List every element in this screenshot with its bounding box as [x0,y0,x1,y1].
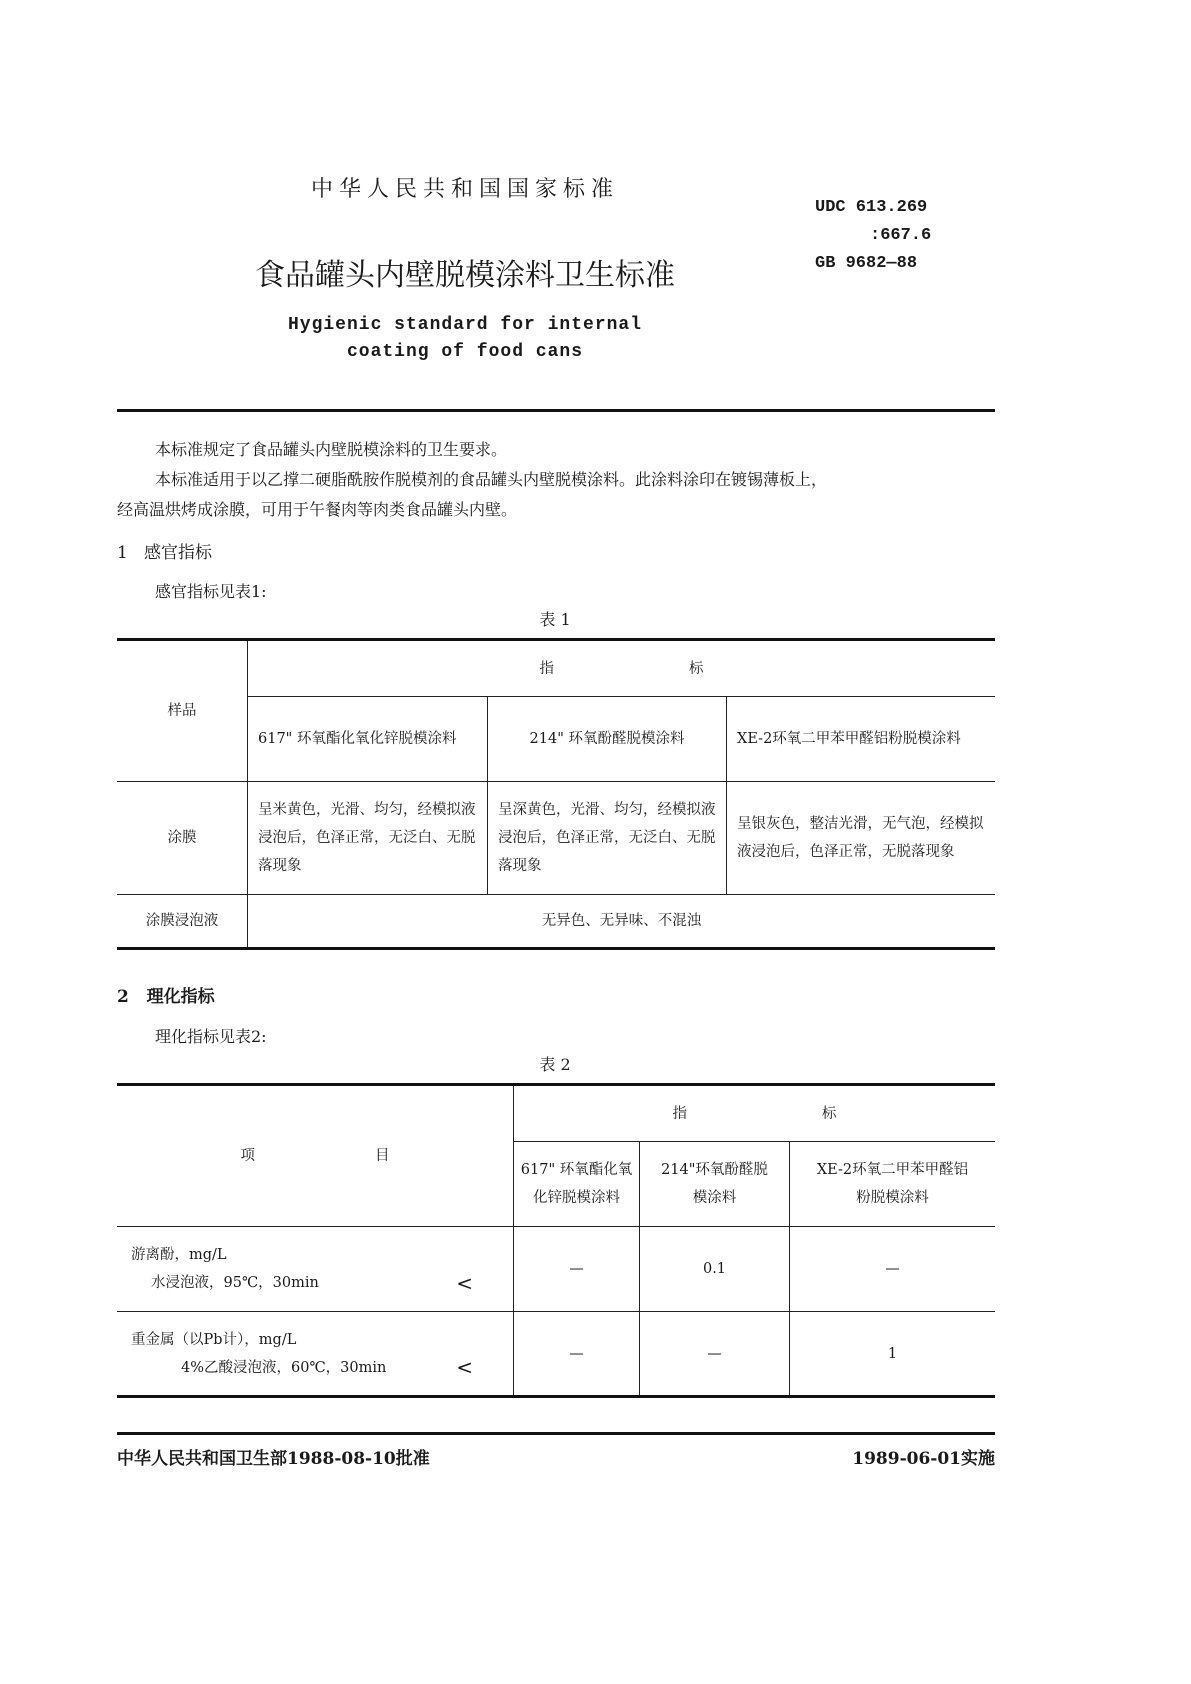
sample-cell: 214"环氧酚醛脱模涂料 [640,1142,790,1227]
intro-paragraph-2a: 本标准适用于以乙撑二硬脂酰胺作脱模剂的食品罐头内壁脱模涂料。此涂料涂印在镀锡薄板上， [155,470,828,489]
section-1-heading [117,538,212,563]
value-cell: 0.1 [640,1227,790,1312]
item-cell [117,1227,514,1312]
title-en-line1: Hygienic standard for internal [287,315,643,335]
indicator-header [248,640,996,697]
value-cell: — [514,1227,640,1312]
value-cell: — [640,1312,790,1397]
effective-date: 1989-06-01实施 [852,1449,995,1469]
document-title-en [0,312,930,366]
item-cell [117,1312,514,1397]
table-1-caption: 表 1 [539,610,571,629]
section-title: 感官指标 [144,543,213,563]
row-header-sample: 样品 [117,640,248,782]
film-cell: 呈深黄色，光滑、均匀，经模拟液浸泡后，色泽正常，无泛白、无脱落现象 [488,782,727,895]
row-header-soak: 涂膜浸泡液 [117,895,248,949]
sample-cell: 617" 环氧酯化氧化锌脱模涂料 [248,697,488,782]
sample-cell: XE-2环氧二甲苯甲醛铝粉脱模涂料 [790,1142,996,1227]
national-standard-label: 中华人民共和国国家标准 [310,177,619,202]
approval-date: 中华人民共和国卫生部1988-08-10批准 [117,1449,430,1469]
value-cell: — [790,1227,996,1312]
indicator-char-a: 指 [672,1105,687,1122]
udc-code: UDC 613.269 [815,198,928,217]
film-cell: 呈银灰色，整洁光滑，无气泡，经模拟液浸泡后，色泽正常，无脱落现象 [727,782,996,895]
item-header [117,1085,514,1227]
sample-cell: 617" 环氧酯化氧化锌脱模涂料 [514,1142,640,1227]
row-header-film: 涂膜 [117,782,248,895]
item-char-b: 目 [375,1148,390,1164]
intro-paragraph-1: 本标准规定了食品罐头内壁脱模涂料的卫生要求。 [155,440,508,459]
item-condition: 水浸泡液，95℃，30min [151,1275,319,1291]
item-name: 游离酚，mg/L [131,1247,227,1263]
section-number: 2 [117,987,129,1007]
intro-paragraph-2b: 经高温烘烤成涂膜，可用于午餐肉等肉类食品罐头内壁。 [117,500,518,519]
section-1-lead: 感官指标见表1: [155,582,267,601]
document-title: 食品罐头内壁脱模涂料卫生标准 [255,258,675,293]
indicator-char-a: 指 [539,660,554,677]
sample-cell: XE-2环氧二甲苯甲醛铝粉脱模涂料 [727,697,996,782]
value-cell: 1 [790,1312,996,1397]
table-1 [117,638,995,950]
film-cell: 呈米黄色，光滑、均匀，经模拟液浸泡后，色泽正常，无泛白、无脱落现象 [248,782,488,895]
section-2-lead: 理化指标见表2: [155,1027,267,1046]
item-char-a: 项 [240,1148,255,1164]
less-than-sign: < [456,1271,473,1295]
indicator-char-b: 标 [689,660,704,677]
footer-rule [117,1432,995,1435]
indicator-header [514,1085,996,1142]
header-rule [117,409,995,412]
table-row [117,1227,995,1312]
table-2-caption: 表 2 [539,1055,571,1074]
table-row [117,1312,995,1397]
item-condition: 4%乙酸浸泡液，60℃，30min [181,1359,387,1376]
gb-code: GB 9682—88 [815,254,918,273]
soak-cell: 无异色、无异味、不混浊 [248,895,996,949]
sample-cell: 214" 环氧酚醛脱模涂料 [488,697,727,782]
title-en-line2: coating of food cans [346,342,584,362]
section-2-heading [117,982,215,1007]
table-2 [117,1083,995,1398]
item-name: 重金属（以Pb计），mg/L [131,1331,297,1348]
less-than-sign: < [456,1355,473,1379]
section-title: 理化指标 [146,987,215,1007]
value-cell: — [514,1312,640,1397]
udc-code-sub: :667.6 [870,226,932,245]
section-number: 1 [117,543,128,563]
indicator-char-b: 标 [822,1105,837,1122]
